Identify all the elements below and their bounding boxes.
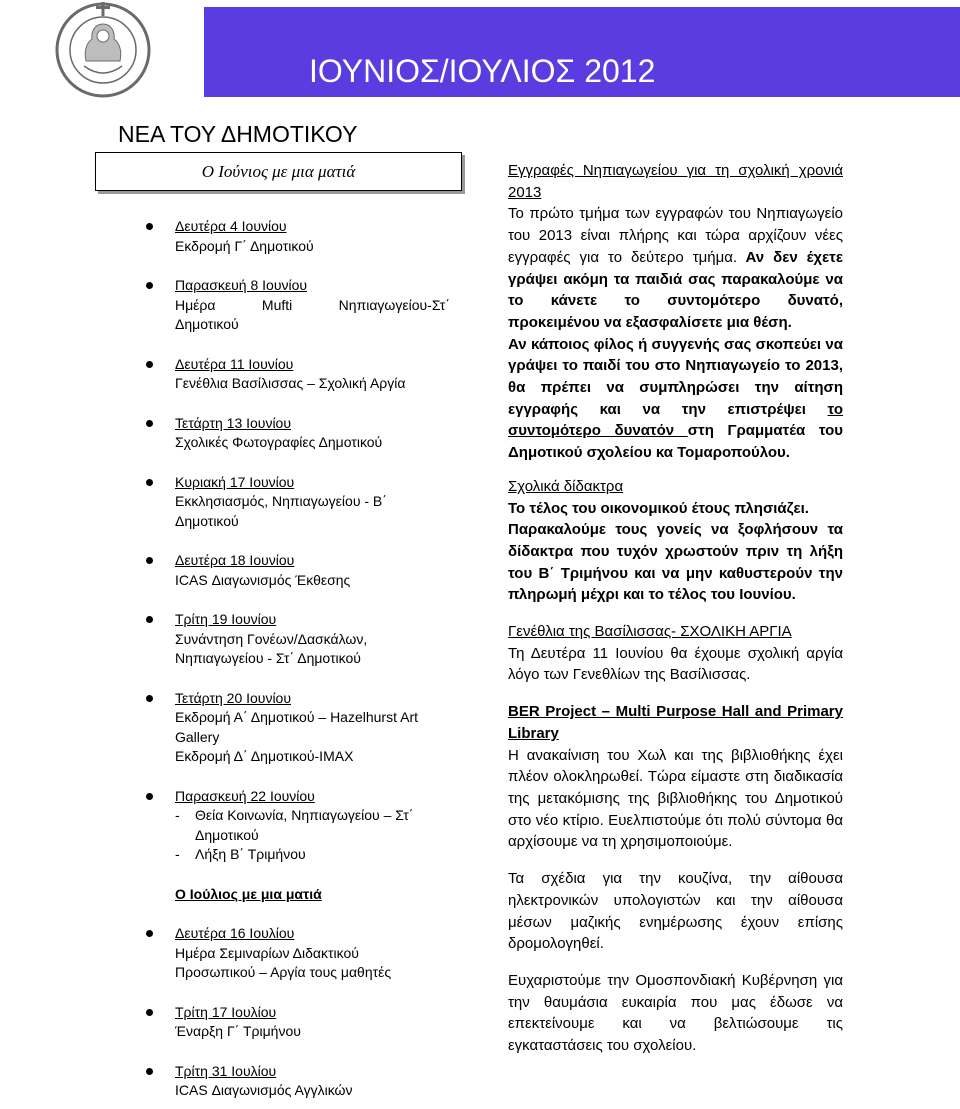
event-date: Παρασκευή 22 Ιουνίου [175, 787, 315, 804]
bullet-icon [146, 930, 153, 937]
event-item [175, 473, 450, 532]
fees-heading: Σχολικά δίδακτρα [508, 477, 624, 495]
event-text: Ημέρα Mufti Νηπιαγωγείου-Στ΄ [175, 296, 450, 313]
event-text: Δημοτικού [195, 826, 259, 843]
event-item [175, 551, 450, 590]
event-subitem [175, 845, 450, 865]
event-item [175, 689, 450, 767]
event-text: Ημέρα Σεμιναρίων Διδακτικού [175, 944, 359, 961]
enrol-text-underlined: το συντομότερο δυνατόν [508, 400, 843, 440]
news-column [508, 160, 843, 1057]
event-text: Εκδρομή Δ΄ Δημοτικού-IMAX [175, 748, 354, 764]
bullet-icon [146, 1009, 153, 1016]
event-date: Τρίτη 19 Ιουνίου [175, 611, 277, 627]
july-overview-heading: Ο Ιούλιος με μια ματιά [175, 885, 322, 902]
bullet-icon [146, 557, 153, 564]
event-date: Δευτέρα 4 Ιουνίου [175, 218, 287, 234]
event-item [175, 787, 450, 865]
fees-paragraph: Παρακαλούμε τους γονείς να ξοφλήσουν τα δίδακτρα που τυχόν χρωστούν πριν τη λήξη του Β΄ Τριμήνου και να μην καθυστερούν την πληρωμή μέχρι και το τέλος του Ιουνίου. [508, 521, 843, 604]
page-title: ΙΟΥΝΙΟΣ/ΙΟΥΛΙΟΣ 2012 [309, 53, 656, 89]
event-text: Θεία Κοινωνία, Νηπιαγωγείου – Στ΄ [195, 807, 414, 823]
event-date: Τετάρτη 20 Ιουνίου [175, 689, 291, 706]
event-text: Νηπιαγωγείου - Στ΄ Δημοτικού [175, 650, 361, 666]
event-date: Κυριακή 17 Ιουνίου [175, 473, 295, 490]
enrol-text: Το πρώτο τμήμα των εγγραφών του Νηπιαγωγείο του 2013 είναι πλήρης και τώρα αρχίζουν νέες εγγραφές για το δεύτερο τμήμα. [508, 205, 843, 266]
header-banner [204, 7, 960, 97]
fees-paragraph: Το τέλος του οικονομικού έτους πλησιάζει. [508, 499, 809, 517]
event-text: Gallery [175, 728, 220, 745]
bullet-icon [146, 695, 153, 702]
enrol-heading: Εγγραφές Νηπιαγωγείου για τη σχολική χρονιά 2013 [508, 162, 843, 201]
enrol-text: Αν κάποιος φίλος ή συγγενής σας σκοπεύει να γράψει το παιδί του στο Νηπιαγωγείο το 2013, θα πρέπει να συμπληρώσει την αίτηση εγγραφής και να την επιστρέψει [508, 335, 843, 418]
enrol-text: στη Γραμματέα του Δημοτικού σχολείου κα Τομαροπούλου. [508, 422, 843, 462]
event-text: Σχολικές Φωτογραφίες Δημοτικού [175, 434, 383, 450]
event-item [175, 924, 450, 983]
ber-heading: BER Project – Multi Purpose Hall and Primary Library [508, 703, 843, 742]
ber-paragraph: Η ανακαίνιση του Χωλ και της βιβλιοθήκης έχει πλέον ολοκληρωθεί. Τώρα είμαστε στη διαδικασία της μετακόμισης της βιβλιοθήκης του Δημοτικού στο νέο κτίριο. Ευελπιστούμε ότι πολύ σύντομα θα αρχίσουμε να τη χρησιμοποιούμε. [508, 746, 843, 851]
event-text: Δημοτικού [175, 316, 239, 332]
event-text: ICAS Διαγωνισμός Αγγλικών [175, 1082, 353, 1098]
event-item [175, 1003, 450, 1042]
event-date: Δευτέρα 11 Ιουνίου [175, 355, 294, 372]
bullet-icon [146, 420, 153, 427]
event-item [175, 217, 450, 256]
event-date: Τρίτη 31 Ιουλίου [175, 1062, 277, 1079]
event-subitem [175, 806, 450, 845]
enrol-text-bold: Αν δεν έχετε γράψει ακόμη τα παιδιά σας παρακαλούμε να το κάνετε το συντομότερο δυνατό, προκειμένου να εξασφαλίσετε μια θέση. [508, 248, 843, 331]
june-overview-heading: Ο Ιούνιος με μια ματιά [201, 162, 356, 181]
event-text: Έναρξη Γ΄ Τριμήνου [175, 1023, 301, 1039]
bullet-icon [146, 282, 153, 289]
event-date: Δευτέρα 16 Ιουλίου [175, 925, 295, 941]
event-date: Τετάρτη 13 Ιουνίου [175, 414, 291, 431]
event-text: Προσωπικού – Αργία τους μαθητές [175, 964, 392, 980]
event-item [175, 355, 450, 394]
event-text: Εκκλησιασμός, Νηπιαγωγείου - Β΄ [175, 493, 387, 509]
bullet-icon [146, 361, 153, 368]
events-column [175, 217, 450, 1109]
event-text: ICAS Διαγωνισμός Έκθεσης [175, 571, 351, 588]
section-title: ΝΕΑ ΤΟΥ ΔΗΜΟΤΙΚΟΥ [118, 121, 358, 147]
event-date: Τρίτη 17 Ιουλίου [175, 1003, 277, 1020]
bullet-icon [146, 479, 153, 486]
event-item [175, 1062, 450, 1101]
queen-paragraph: Τη Δευτέρα 11 Ιουνίου θα έχουμε σχολική αργία λόγο των Γενεθλίων της Βασίλισσας. [508, 644, 843, 684]
ber-paragraph: Τα σχέδια για την κουζίνα, την αίθουσα ηλεκτρονικών υπολογιστών και την αίθουσα μέσων μαζικής ενημέρωσης έχουν επίσης δρομολογηθεί. [508, 870, 843, 953]
event-text: Συνάντηση Γονέων/Δασκάλων, [175, 630, 368, 647]
event-date: Παρασκευή 8 Ιουνίου [175, 277, 308, 293]
event-item [175, 414, 450, 453]
ber-paragraph: Ευχαριστούμε την Ομοσπονδιακή Κυβέρνηση για την θαυμάσια ευκαιρία που μας έδωσε να επεκτείνουμε και να βελτιώσουμε τις εγκαταστάσεις του σχολείου. [508, 971, 843, 1055]
event-text: Εκδρομή Α΄ Δημοτικού – Hazelhurst Art [175, 709, 418, 725]
june-overview-box [95, 152, 462, 191]
event-text: Δημοτικού [175, 512, 239, 529]
bullet-icon [146, 616, 153, 623]
school-logo [54, 0, 152, 98]
enrol-paragraph [508, 203, 843, 333]
dash-marker: - [175, 807, 180, 823]
bullet-icon [146, 1068, 153, 1075]
enrol-paragraph [508, 334, 843, 464]
event-text: Εκδρομή Γ΄ Δημοτικού [175, 237, 314, 254]
event-item [175, 610, 450, 669]
bullet-icon [146, 793, 153, 800]
dash-marker: - [175, 846, 180, 862]
bullet-icon [146, 223, 153, 230]
event-text: Λήξη Β΄ Τριμήνου [195, 846, 306, 862]
queen-heading: Γενέθλια της Βασίλισσας- ΣΧΟΛΙΚΗ ΑΡΓΙΑ [508, 623, 792, 641]
event-item [175, 276, 450, 335]
event-text: Γενέθλια Βασίλισσας – Σχολική Αργία [175, 375, 406, 391]
event-date: Δευτέρα 18 Ιουνίου [175, 552, 295, 568]
